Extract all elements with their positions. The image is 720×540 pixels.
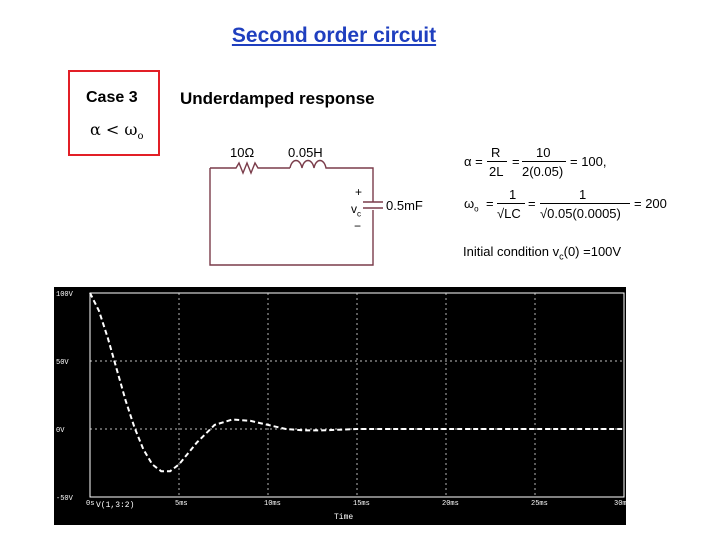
- vc-text: v: [351, 202, 357, 216]
- circuit-diagram: [200, 140, 440, 275]
- alpha-den2: 2(0.05): [522, 164, 564, 179]
- omega-fraction-bar1: [497, 203, 525, 204]
- x-tick-label: 25ms: [531, 500, 548, 508]
- case-condition-sub: o: [137, 131, 144, 143]
- x-tick-label: 15ms: [353, 500, 370, 508]
- y-tick-label: -50V: [56, 495, 73, 503]
- case-condition: [90, 120, 143, 142]
- omega-symbol: ω: [464, 196, 475, 211]
- x-tick-label: 10ms: [264, 500, 281, 508]
- omega-num2: 1: [579, 187, 587, 202]
- omega-lhs: [464, 196, 479, 214]
- scope-plot: [54, 287, 631, 525]
- plus-sign: +: [355, 185, 363, 199]
- omega-fraction-bar2: [540, 203, 630, 204]
- response-label: Underdamped response: [180, 89, 375, 108]
- initial-condition: [463, 244, 621, 262]
- slide-title: Second order circuit: [231, 24, 437, 47]
- alpha-rhs: = 100,: [570, 154, 607, 169]
- alpha-num1: R: [491, 145, 501, 160]
- omega-eq1: =: [528, 196, 536, 211]
- omega-sub: o: [474, 204, 479, 214]
- case-condition-text: α < ω: [90, 120, 138, 139]
- x-tick-label: 30ms: [614, 500, 631, 508]
- minus-sign: −: [354, 219, 362, 233]
- ic-suffix: (0) =100V: [563, 244, 622, 259]
- inductor-label: 0.05H: [288, 145, 323, 160]
- legend-label: V(1,3:2): [96, 501, 135, 510]
- vc-label: [351, 202, 361, 218]
- ic-sub: c: [559, 251, 564, 262]
- y-tick-label: 0V: [56, 427, 65, 435]
- omega-rhs: = 200: [634, 196, 667, 211]
- cap-label: 0.5mF: [386, 198, 423, 213]
- x-tick-label: 20ms: [442, 500, 459, 508]
- case-box: [68, 70, 160, 156]
- alpha-eq1: =: [512, 154, 520, 169]
- case-label: Case 3: [86, 89, 138, 106]
- y-tick-label: 100V: [56, 291, 73, 299]
- omega-eq: =: [486, 196, 494, 211]
- alpha-fraction-bar1: [487, 161, 507, 162]
- x-axis-label: Time: [334, 513, 354, 522]
- y-tick-label: 50V: [56, 359, 69, 367]
- x-tick-label: 5ms: [175, 500, 188, 508]
- alpha-lhs: α =: [464, 154, 483, 169]
- omega-den1: √LC: [497, 206, 521, 221]
- resistor-label: 10Ω: [230, 145, 255, 160]
- omega-num1: 1: [509, 187, 517, 202]
- alpha-num2: 10: [536, 145, 551, 160]
- vc-sub: c: [357, 209, 361, 219]
- omega-den2: √0.05(0.0005): [540, 206, 621, 221]
- x-tick-label: 0s: [86, 500, 95, 508]
- alpha-fraction-bar2: [522, 161, 566, 162]
- scope-chart: [54, 287, 631, 525]
- ic-prefix: Initial condition v: [463, 244, 560, 259]
- alpha-den1: 2L: [489, 164, 504, 179]
